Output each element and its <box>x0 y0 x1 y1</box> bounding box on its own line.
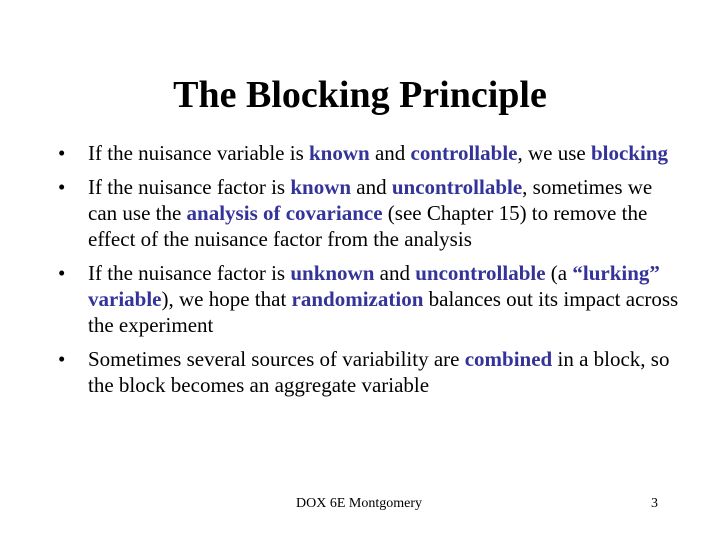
bullet-segment: , we use <box>517 141 591 165</box>
bullet-segment: If the nuisance factor is <box>88 175 291 199</box>
bullet-item <box>55 140 680 166</box>
bullet-segment: balances out its impact across the experiment <box>88 287 679 337</box>
slide-title: The Blocking Principle <box>173 74 547 116</box>
footer-text: DOX 6E Montgomery <box>296 496 422 511</box>
bullet-segment: (see Chapter 15) to remove the effect of the nuisance factor from the analysis <box>88 201 648 251</box>
bullet-highlight: uncontrollable <box>415 261 546 285</box>
bullet-segment: ), we hope that <box>161 287 292 311</box>
bullet-segment: (a <box>545 261 573 285</box>
bullet-highlight: randomization <box>291 287 424 311</box>
bullet-segment: Sometimes several sources of variability are <box>88 347 465 371</box>
bullet-item <box>55 346 680 398</box>
bullet-segment: If the nuisance variable is <box>88 141 309 165</box>
bullet-dot-icon: • <box>58 141 66 165</box>
bullet-list <box>55 140 680 406</box>
bullet-highlight: known <box>290 175 352 199</box>
bullet-highlight: controllable <box>410 141 518 165</box>
bullet-segment: and <box>369 141 411 165</box>
bullet-highlight: blocking <box>590 141 668 165</box>
bullet-segment: in a block, so the block becomes an aggregate variable <box>88 347 670 397</box>
bullet-item <box>55 260 680 338</box>
bullet-highlight: analysis of covariance <box>186 201 383 225</box>
bullet-highlight: known <box>309 141 370 165</box>
bullet-highlight: combined <box>464 347 553 371</box>
bullet-segment: and <box>374 261 416 285</box>
bullet-segment: , sometimes we can use the <box>88 175 653 225</box>
bullet-highlight: “lurking” variable <box>88 261 660 311</box>
bullet-dot-icon: • <box>58 175 66 199</box>
bullet-segment: If the nuisance factor is <box>88 261 291 285</box>
page-number: 3 <box>651 496 658 511</box>
bullet-highlight: uncontrollable <box>391 175 523 199</box>
bullet-dot-icon: • <box>58 347 66 371</box>
bullet-dot-icon: • <box>58 261 66 285</box>
bullet-item <box>55 174 680 252</box>
bullet-highlight: unknown <box>290 261 375 285</box>
bullet-segment: and <box>351 175 392 199</box>
